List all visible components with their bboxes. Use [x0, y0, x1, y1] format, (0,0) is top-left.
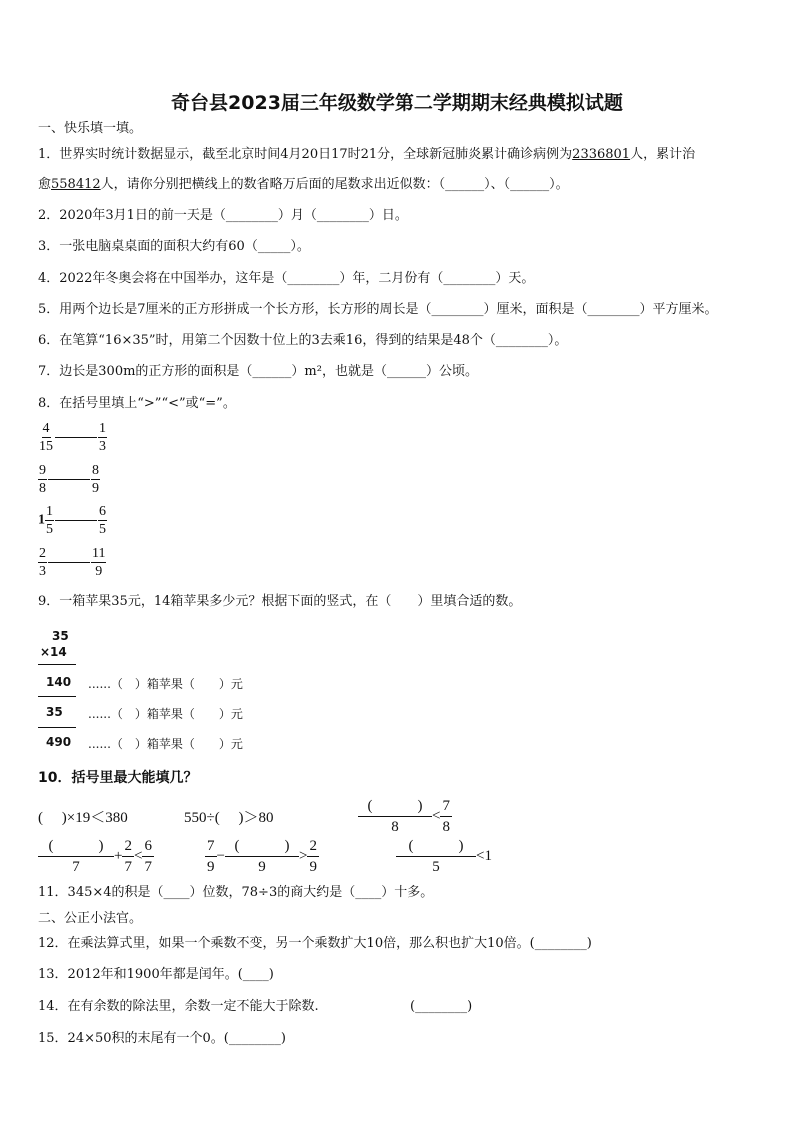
fraction: $\frac{2}{7}$ — [124, 838, 132, 875]
question-3: 3．一张电脑桌桌面的面积大约有60（_____）。 — [38, 239, 310, 254]
q9-partial-2-desc: ......（ ）箱苹果（ ）元 — [88, 707, 243, 721]
compare-blank[interactable] — [55, 437, 97, 438]
divider — [38, 696, 76, 697]
q8-compare-2 — [38, 462, 100, 497]
question-8: 8．在括号里填上“>”“<”或“=”。 — [38, 396, 236, 411]
q9-partial-1-desc: ......（ ）箱苹果（ ）元 — [88, 677, 243, 691]
fraction: ( ) 9 — [225, 836, 299, 877]
compare-blank[interactable] — [48, 562, 90, 563]
page-title: 奇台县2023届三年级数学第二学期期末经典模拟试题 — [171, 92, 623, 114]
question-15: 15．24×50积的末尾有一个0。(________) — [38, 1031, 286, 1046]
fraction: $\frac{1}{3}$ — [99, 421, 106, 454]
question-9: 9．一箱苹果35元，14箱苹果多少元？根据下面的竖式，在（ ）里填合适的数。 — [38, 594, 522, 609]
q10-item-e: $\frac{7}{9}$ − ( ) 9 > $\frac{2}{9}$ — [207, 838, 317, 875]
q10-item-d: ( ) 7 + $\frac{2}{7}$ < $\frac{6}{7}$ — [38, 836, 154, 877]
fraction: $\frac{2}{3}$ — [39, 546, 46, 579]
fraction: $\frac{6}{7}$ — [144, 838, 152, 875]
compare-blank[interactable] — [55, 520, 97, 521]
q10-item-b: 550÷( )＞80 — [184, 810, 274, 826]
fraction: ( ) 5 — [396, 836, 476, 877]
q1-number-recovered: 558412 — [51, 177, 101, 192]
question-11: 11．345×4的积是（____）位数，78÷3的商大约是（____）十多。 — [38, 885, 434, 900]
divider — [38, 664, 76, 665]
q10-item-a: ( )×19＜380 — [38, 810, 128, 826]
divider — [38, 727, 76, 728]
question-10: 10．括号里最大能填几？ — [38, 770, 198, 786]
q1-number-confirmed: 2336801 — [572, 147, 631, 162]
fraction: $\frac{7}{8}$ — [442, 798, 450, 835]
fraction: ( ) 8 — [358, 796, 432, 837]
q9-partial-1: 140 — [46, 675, 72, 689]
question-5: 5．用两个边长是7厘米的正方形拼成一个长方形，长方形的周长是（________）厘米，面积是（________）平方厘米。 — [38, 302, 718, 317]
q10-item-c: ( ) 8 < $\frac{7}{8}$ — [358, 796, 452, 837]
fraction: $\frac{2}{9}$ — [309, 838, 317, 875]
fraction: $\frac{4}{15}$ — [39, 421, 53, 454]
q9-partial-2: 35 — [46, 705, 63, 719]
q10-item-f: ( ) 5 <1 — [396, 836, 492, 877]
q14-answer-blank[interactable]: (________) — [410, 999, 473, 1014]
q9-product: 490 — [46, 735, 72, 749]
q8-compare-3: 1 $\frac{1}{5}$ $\frac{6}{5}$ — [38, 504, 106, 537]
q8-compare-1 — [38, 420, 107, 455]
question-1-line-2: 愈558412人，请你分别把横线上的数省略万后面的尾数求出近似数：（______）、（______）。 — [38, 177, 569, 192]
question-12: 12．在乘法算式里，如果一个乘数不变，另一个乘数扩大10倍，那么积也扩大10倍。(________) — [38, 936, 592, 951]
fraction: $\frac{1}{5}$ — [46, 504, 53, 537]
fraction: $\frac{6}{5}$ — [99, 504, 106, 537]
fraction: ( ) 7 — [38, 836, 114, 877]
fraction: $\frac{8}{9}$ — [92, 463, 99, 496]
q9-multiplicand: 35 — [52, 629, 69, 643]
q9-multiplier: ×14 — [40, 645, 67, 659]
q9-product-desc: ......（ ）箱苹果（ ）元 — [88, 737, 243, 751]
fraction: $\frac{11}{9}$ — [92, 546, 106, 579]
question-13: 13．2012年和1900年都是闰年。(____) — [38, 967, 274, 982]
question-7: 7．边长是300m的正方形的面积是（______）m²，也就是（______）公顷。 — [38, 364, 478, 379]
fraction: $\frac{9}{8}$ — [39, 463, 46, 496]
section-2-heading: 二、公正小法官。 — [38, 911, 143, 926]
section-1-heading: 一、快乐填一填。 — [38, 121, 143, 136]
question-1-line-1: 1．世界实时统计数据显示，截至北京时间4月20日17时21分，全球新冠肺炎累计确诊病例为2336801人，累计治 — [38, 147, 696, 162]
question-4: 4．2022年冬奥会将在中国举办，这年是（________）年，二月份有（________）天。 — [38, 271, 535, 286]
fraction: $\frac{7}{9}$ — [207, 838, 215, 875]
q8-compare-4 — [38, 545, 106, 580]
question-2: 2．2020年3月1日的前一天是（________）月（________）日。 — [38, 208, 408, 223]
question-6: 6．在笔算“16×35”时，用第二个因数十位上的3去乘16，得到的结果是48个（________）。 — [38, 333, 568, 348]
compare-blank[interactable] — [48, 479, 90, 480]
question-14: 14．在有余数的除法里，余数一定不能大于除数. — [38, 999, 319, 1014]
